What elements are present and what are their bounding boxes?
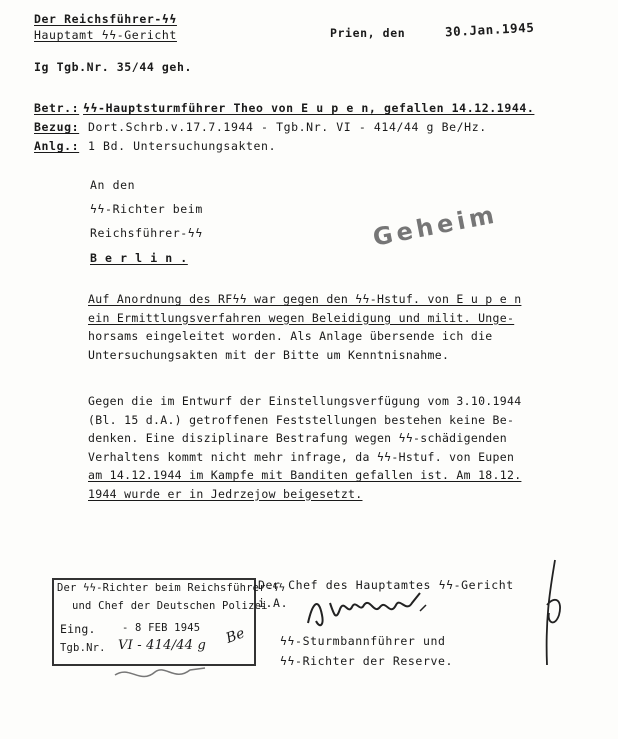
org-line-2: Hauptamt ϟϟ-Gericht xyxy=(34,28,177,42)
p2-line-4: Verhaltens kommt nicht mehr infrage, da ϟϟ-Hstuf. von Eupen xyxy=(88,449,515,464)
betr-text: ϟϟ-Hauptsturmführer Theo von E u p e n, gefallen 14.12.1944. xyxy=(83,101,535,115)
stamp-tgb-value: VI - 414/44 g xyxy=(118,638,206,653)
stamp-line-1: Der ϟϟ-Richter beim Reichsführer-ϟϟ xyxy=(57,582,286,594)
p2-line-2: (Bl. 15 d.A.) getroffenen Feststellungen bestehen keine Be- xyxy=(88,412,515,427)
stamp-line-2: und Chef der Deutschen Polizei xyxy=(72,600,268,612)
stamp-tgb-label: Tgb.Nr. xyxy=(60,642,106,654)
p1-line-2: ein Ermittlungsverfahren wegen Beleidigung und milit. Unge- xyxy=(88,310,515,325)
paragraph-1 xyxy=(88,290,521,364)
signature-line-2: i.A. xyxy=(258,596,289,610)
address-line-2: ϟϟ-Richter beim xyxy=(90,202,203,216)
org-line-1: Der Reichsführer-ϟϟ xyxy=(34,12,177,26)
geheim-stamp: Geheim xyxy=(370,200,501,252)
anlg-label: Anlg.: xyxy=(34,139,80,153)
address-line-1: An den xyxy=(90,178,136,192)
bezug-text: Dort.Schrb.v.17.7.1944 - Tgb.Nr. VI - 414/44 g Be/Hz. xyxy=(88,120,487,134)
paragraph-2 xyxy=(88,392,521,503)
handwritten-scribble xyxy=(110,660,210,690)
p2-line-5: am 14.12.1944 im Kampfe mit Banditen gefallen ist. Am 18.12. xyxy=(88,468,522,482)
anlg-text: 1 Bd. Untersuchungsakten. xyxy=(88,139,277,153)
p1-line-4: Untersuchungsakten mit der Bitte um Kenntnisnahme. xyxy=(88,347,450,362)
stamp-eing-label: Eing. xyxy=(60,622,96,636)
p2-line-3: denken. Eine disziplinare Bestrafung wegen ϟϟ-schädigenden xyxy=(88,431,507,445)
address-line-3: Reichsführer-ϟϟ xyxy=(90,226,203,240)
p1-line-3: horsams eingeleitet worden. Als Anlage übersende ich die xyxy=(88,329,493,343)
handwritten-mark xyxy=(525,555,575,675)
stamp-initials: Be xyxy=(223,625,248,647)
signature-line-4: ϟϟ-Richter der Reserve. xyxy=(280,654,454,668)
signature-line-1: Der Chef des Hauptamtes ϟϟ-Gericht xyxy=(258,578,514,592)
p1-line-1: Auf Anordnung des RFϟϟ war gegen den ϟϟ-Hstuf. von E u p e n xyxy=(88,292,522,306)
p2-line-1: Gegen die im Entwurf der Einstellungsverfügung vom 3.10.1944 xyxy=(88,394,522,408)
signature-line-3: ϟϟ-Sturmbannführer und xyxy=(280,634,446,648)
date-stamp: 30.Jan.1945 xyxy=(444,19,535,40)
bezug-label: Bezug: xyxy=(34,120,80,134)
handwritten-signature xyxy=(300,585,450,635)
betr-label: Betr.: xyxy=(34,101,80,115)
place-date-prefix: Prien, den xyxy=(330,26,406,40)
p2-line-6: 1944 wurde er in Jedrzejow beigesetzt. xyxy=(88,486,363,501)
stamp-eing-date: - 8 FEB 1945 xyxy=(122,622,201,634)
file-reference: Ig Tgb.Nr. 35/44 geh. xyxy=(34,60,192,74)
address-line-4: B e r l i n . xyxy=(90,251,188,265)
